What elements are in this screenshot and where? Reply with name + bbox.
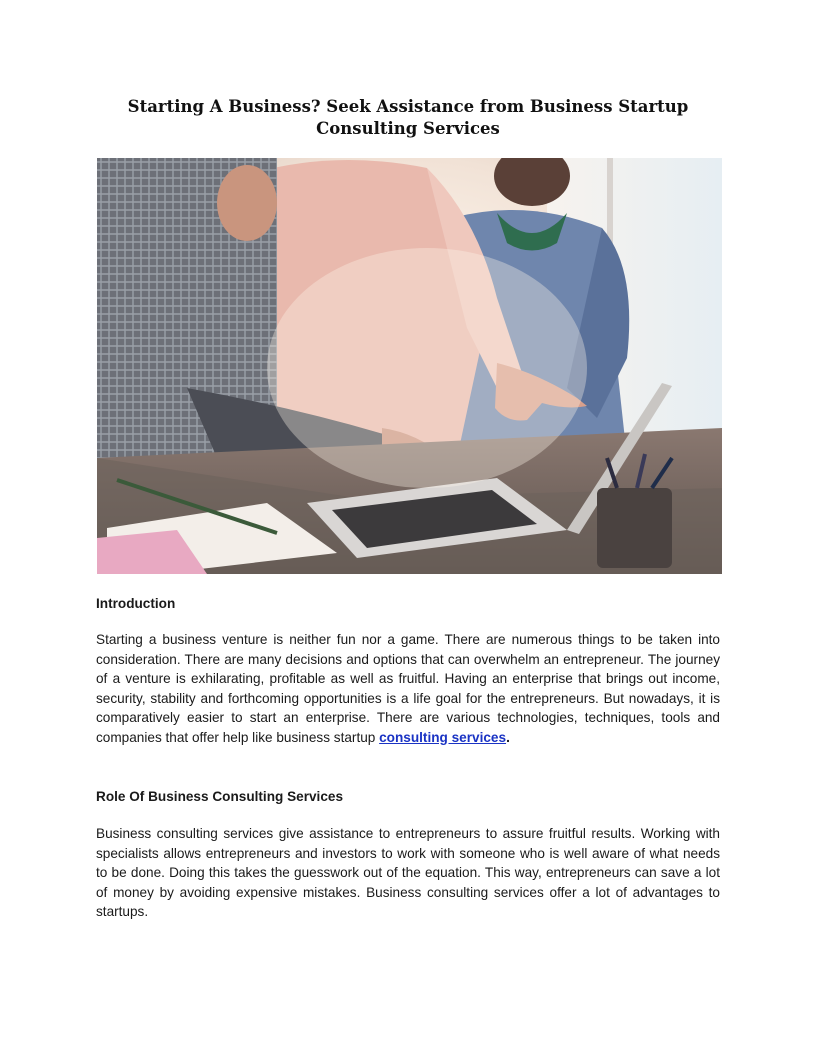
paragraph-introduction-period: .: [506, 729, 510, 745]
paragraph-introduction-text: Starting a business venture is neither fun nor a game. There are numerous things to be taken into consideration. There are many decisions and options that can overwhelm an entrepreneur. The journey of a venture is exhilarating, profitable as well as fruitful. Having an enterprise that brings out income, security, stability and forthcoming opportunities is a life goal for the entrepreneurs. But nowadays, it is comparatively easier to start an enterprise. There are various technologies, techniques, tools and companies that offer help like business startup: [96, 632, 720, 745]
section-heading-role: Role Of Business Consulting Services: [96, 789, 344, 804]
page-title: Starting A Business? Seek Assistance from Business Startup Consulting Services: [127, 97, 689, 138]
consulting-services-link[interactable]: consulting services: [379, 729, 507, 745]
paragraph-role: Business consulting services give assistance to entrepreneurs to assure fruitful results. Working with specialists allows entrepreneurs and investors to work with someone who is well aware of what needs to be done. Doing this takes the guesswork out of the equation. This way, entrepreneurs can save a lot of money by avoiding expensive mistakes. Business consulting services offer a lot of advantages to startups.: [96, 826, 720, 919]
paragraph-introduction: [96, 630, 720, 747]
section-heading-introduction: Introduction: [96, 596, 176, 611]
hero-photo: [97, 158, 722, 574]
